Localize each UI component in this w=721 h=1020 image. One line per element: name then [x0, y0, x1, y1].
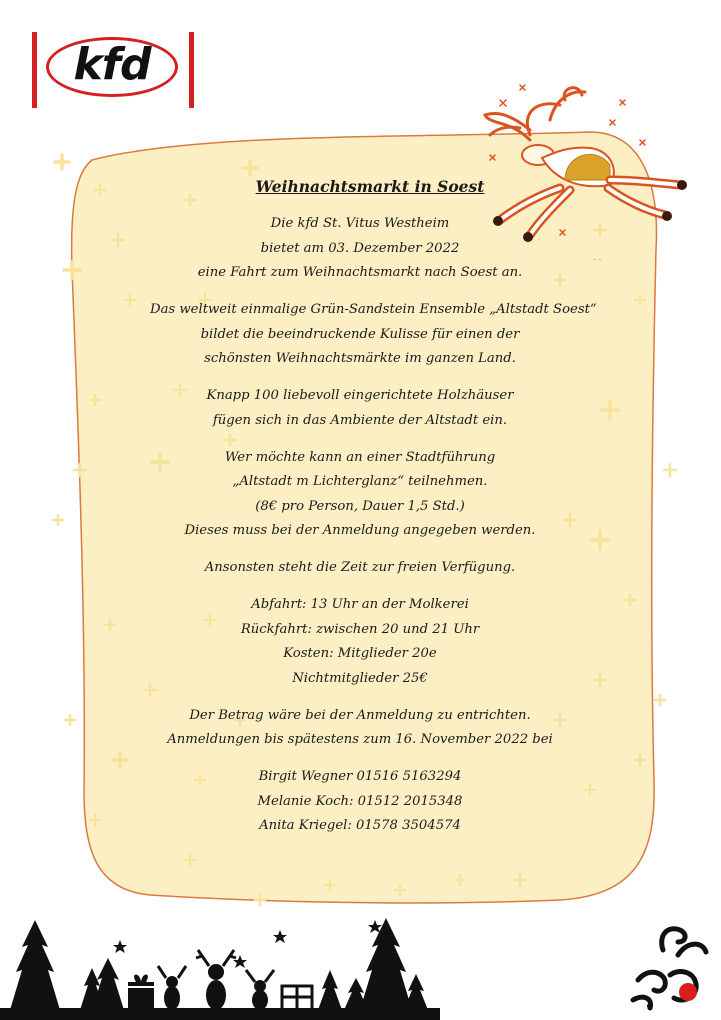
paragraph-huts [150, 384, 570, 433]
logo-bar-right [189, 32, 194, 108]
text-line: Ansonsten steht die Zeit zur freien Verfügung. [204, 560, 516, 575]
paragraph-intro [150, 212, 570, 286]
text-line: Nichtmitglieder 25€ [292, 670, 428, 686]
reindeer-corner-illustration [618, 920, 718, 1020]
sparkle-star [655, 695, 665, 705]
text-line: Wer möchte kann an einer Stadtführung [224, 449, 496, 465]
paragraph-contacts [150, 765, 570, 839]
text-line: Die kfd St. Vitus Westheim [270, 216, 450, 231]
text-line: Rückfahrt: zwischen 20 und 21 Uhr [240, 621, 480, 637]
logo-text: kfd [73, 39, 151, 90]
contact-line: Anita Kriegel: 01578 3504574 [259, 818, 461, 833]
text-line: fügen sich in das Ambiente der Altstadt ein. [212, 412, 508, 428]
text-line: Der Betrag wäre bei der Anmeldung zu entrichten. [189, 707, 531, 723]
paragraph-details [150, 593, 570, 691]
text-line: Knapp 100 liebevoll eingerichtete Holzhäuser [206, 388, 514, 403]
text-line: Anmeldungen bis spätestens zum 16. November 2022 bei [167, 732, 553, 747]
text-line: eine Fahrt zum Weihnachtsmarkt nach Soest an. [197, 265, 523, 280]
kfd-logo [32, 32, 194, 108]
text-line: Dieses muss bei der Anmeldung angegeben werden. [184, 523, 536, 538]
paragraph-tour [150, 446, 570, 544]
text-line: bietet am 03. Dezember 2022 [260, 240, 460, 256]
text-line: Abfahrt: 13 Uhr an der Molkerei [251, 597, 469, 612]
sparkle-star [664, 464, 676, 476]
text-line: Kosten: Mitglieder 20e [283, 646, 437, 661]
text-line: bildet die beeindruckende Kulisse für einen der [200, 326, 520, 342]
sparkle-star [65, 715, 75, 725]
flyer-content [150, 174, 597, 851]
text-line: „Altstadt m Lichterglanz“ teilnehmen. [232, 474, 488, 489]
text-line: (8€ pro Person, Dauer 1,5 Std.) [255, 498, 465, 514]
sparkle-star [55, 155, 69, 169]
paragraph-registration [150, 704, 570, 753]
paragraph-free-time [150, 556, 570, 581]
logo-oval [46, 37, 178, 97]
contact-line: Birgit Wegner 01516 5163294 [258, 769, 462, 784]
text-line: schönsten Weihnachtsmärkte im ganzen Land. [204, 351, 516, 366]
flyer-title: Weihnachtsmarkt in Soest [255, 177, 485, 196]
paragraph-ensemble [150, 298, 597, 372]
sparkle-star [53, 515, 63, 525]
logo-bar-left [32, 32, 37, 108]
christmas-silhouette-border [0, 900, 721, 1020]
text-line: Das weltweit einmalige Grün-Sandstein Ensemble „Altstadt Soest“ [150, 302, 597, 317]
contact-line: Melanie Koch: 01512 2015348 [257, 793, 463, 809]
